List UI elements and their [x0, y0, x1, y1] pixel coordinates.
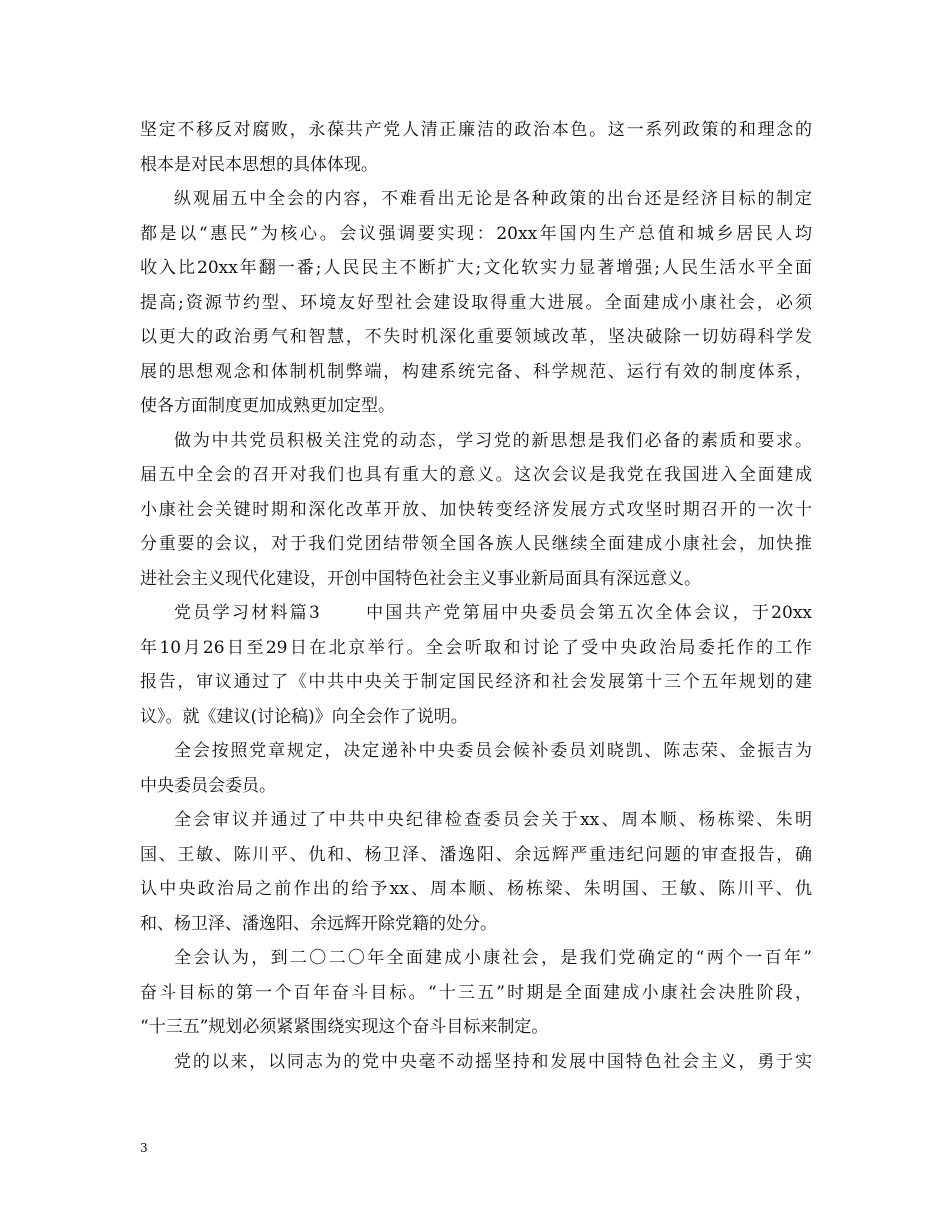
- paragraph-start-line: 全会认为，到二〇二〇年全面建成小康社会，是我们党确定的“两个一百年”: [174, 948, 812, 968]
- text-line: 中央委员会委员。: [140, 775, 276, 796]
- body-text: [140, 113, 812, 1079]
- text-line: 展的思想观念和体制机制弊端，构建系统完备、科学规范、运行有效的制度体系，: [140, 361, 812, 382]
- paragraph-start-line: 全会按照党章规定，决定递补中央委员会候补委员刘晓凯、陈志荣、金振吉为: [174, 741, 812, 761]
- text-line: 收入比20xx年翻一番;人民民主不断扩大;文化软实力显著增强;人民生活水平全面: [140, 258, 812, 278]
- text-line: 提高;资源节约型、环境友好型社会建设取得重大进展。全面建成小康社会，必须: [140, 292, 812, 313]
- text-line: 届五中全会的召开对我们也具有重大的意义。这次会议是我党在我国进入全面建成: [140, 465, 812, 485]
- text-line: 使各方面制度更加成熟更加定型。: [140, 396, 395, 416]
- text-line: 都是以“惠民”为核心。会议强调要实现：20xx年国内生产总值和城乡居民人均: [140, 223, 812, 244]
- paragraph-start-line: 做为中共党员积极关注党的动态，学习党的新思想是我们必备的素质和要求。: [174, 430, 812, 451]
- paragraph-start-line: 纵观届五中全会的内容，不难看出无论是各种政策的出台还是经济目标的制定: [174, 189, 812, 209]
- paragraph-start-line: 全会审议并通过了中共中央纪律检查委员会关于xx、周本顺、杨栋梁、朱明: [174, 810, 812, 830]
- paragraph-start-line: 党的以来，以同志为的党中央毫不动摇坚持和发展中国特色社会主义，勇于实: [174, 1051, 812, 1072]
- text-line: 议》。就《建议(讨论稿)》向全会作了说明。: [140, 706, 468, 727]
- text-line: 报告，审议通过了《中共中央关于制定国民经济和社会发展第十三个五年规划的建: [140, 672, 812, 692]
- text-line: 进社会主义现代化建设，开创中国特色社会主义事业新局面具有深远意义。: [140, 568, 701, 589]
- text-line: 奋斗目标的第一个百年奋斗目标。“十三五”时期是全面建成小康社会决胜阶段，: [140, 982, 812, 1003]
- text-line: 和、杨卫泽、潘逸阳、余远辉开除党籍的处分。: [140, 913, 497, 934]
- text-line: 分重要的会议，对于我们党团结带领全国各族人民继续全面建成小康社会，加快推: [140, 534, 812, 554]
- text-line: 小康社会关键时期和深化改革开放、加快转变经济发展方式攻坚时期召开的一次十: [140, 499, 812, 520]
- text-line: 国、王敏、陈川平、仇和、杨卫泽、潘逸阳、余远辉严重违纪问题的审查报告，确: [140, 844, 812, 865]
- text-line: 认中央政治局之前作出的给予xx、周本顺、杨栋梁、朱明国、王敏、陈川平、仇: [140, 879, 812, 899]
- text-line: 年10月26日至29日在北京举行。全会听取和讨论了受中央政治局委托作的工作: [140, 637, 812, 658]
- text-line: 坚定不移反对腐败，永葆共产党人清正廉洁的政治本色。这一系列政策的和理念的: [140, 120, 812, 140]
- page-number: 3: [140, 1141, 148, 1155]
- text-line: 根本是对民本思想的具体体现。: [140, 154, 378, 175]
- text-line: “十三五”规划必须紧紧围绕实现这个奋斗目标来制定。: [140, 1017, 549, 1037]
- text-line: 以更大的政治勇气和智慧，不失时机深化重要领域改革，坚决破除一切妨碍科学发: [140, 327, 812, 347]
- section-heading-line: [140, 596, 812, 631]
- section-heading: 党员学习材料篇3: [174, 603, 320, 623]
- heading-continuation-text: 中国共产党第届中央委员会第五次全体会议，于20xx: [363, 603, 812, 623]
